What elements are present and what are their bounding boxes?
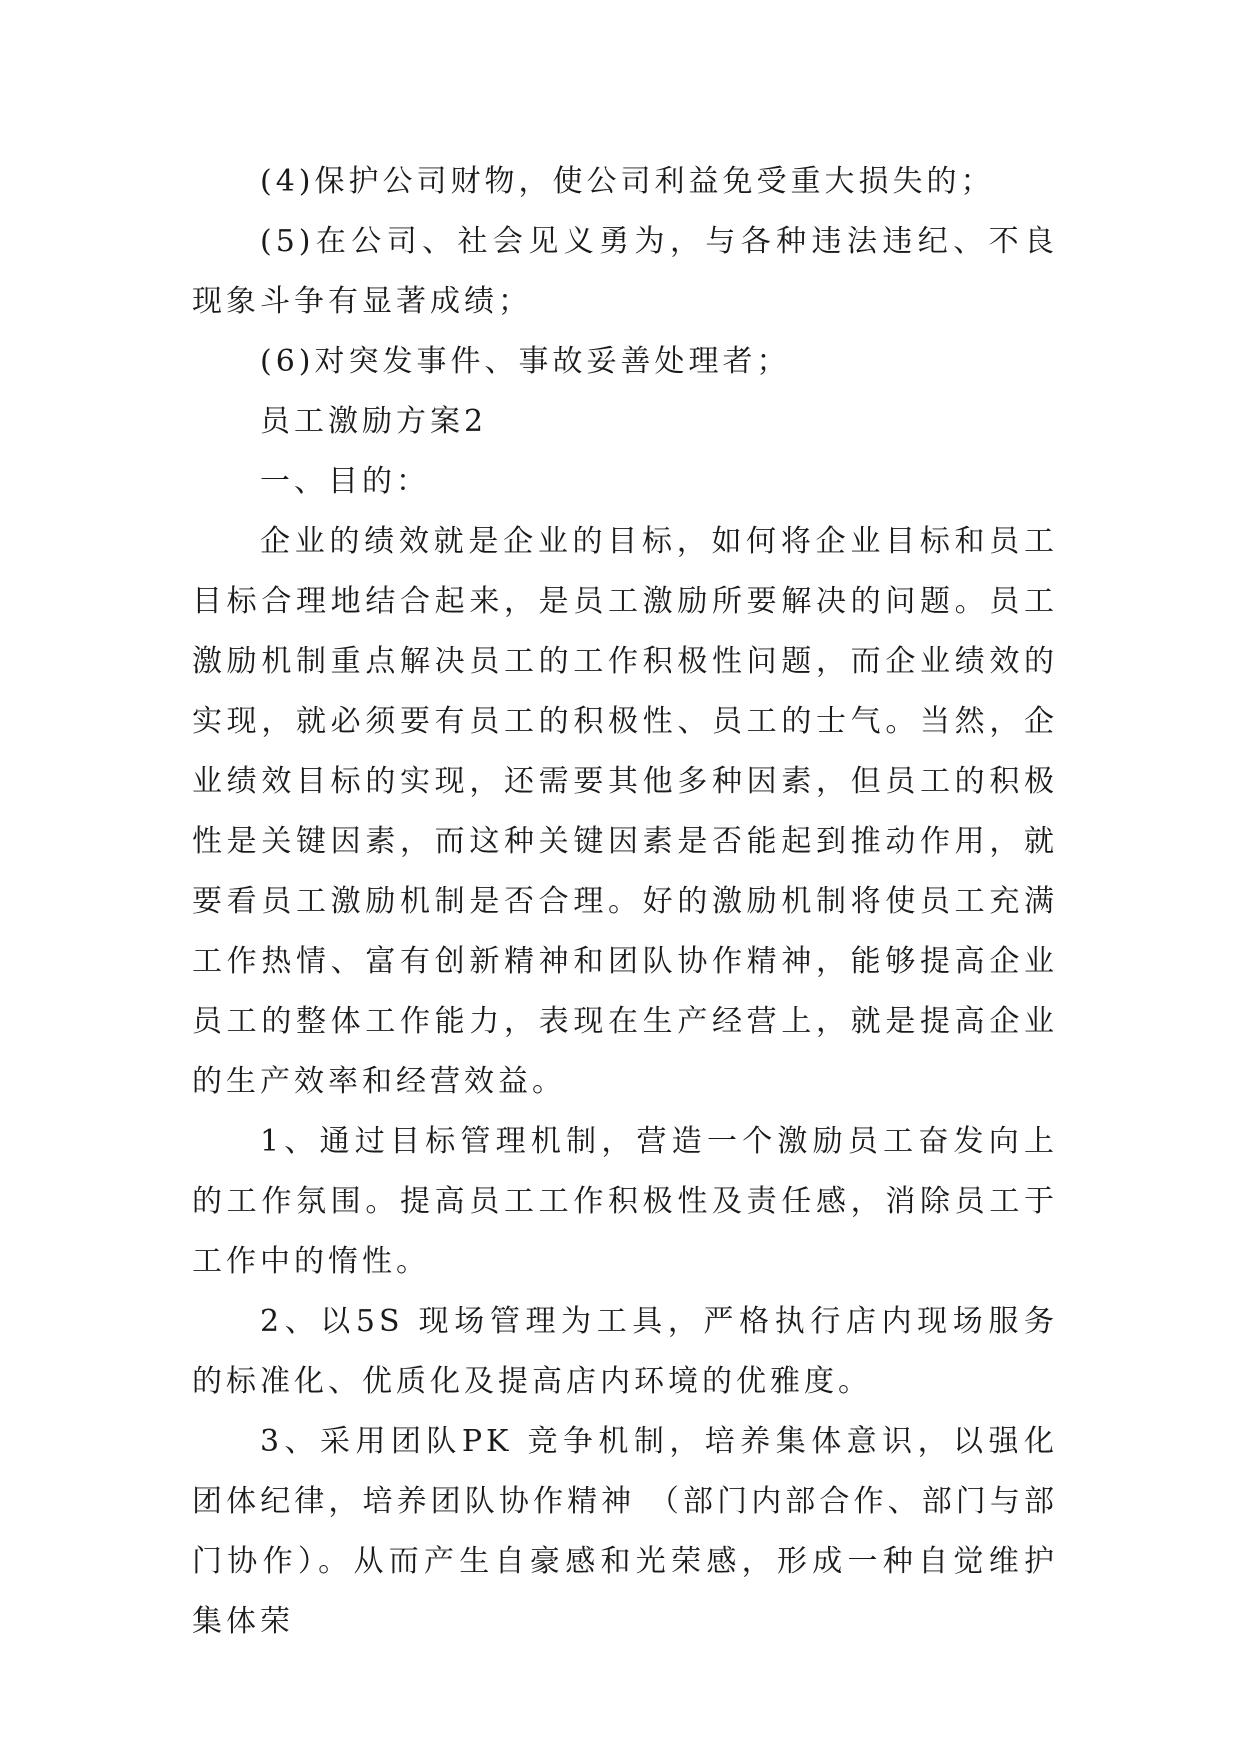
numbered-item-1: 1、通过目标管理机制，营造一个激励员工奋发向上的工作氛围。提高员工工作积极性及责任感，消除员工于工作中的惰性。 [192, 1124, 1058, 1279]
numbered-item-3: 3、采用团队PK 竞争机制，培养集体意识，以强化团体纪律，培养团队协作精神 （部门内部合作、部门与部门协作）。从而产生自豪感和光荣感，形成一种自觉维护集体荣 [192, 1424, 1058, 1639]
list-item-4: (4)保护公司财物，使公司利益免受重大损失的； [260, 164, 995, 199]
body-paragraph: 企业的绩效就是企业的目标，如何将企业目标和员工目标合理地结合起来，是员工激励所要解决的问题。员工激励机制重点解决员工的工作积极性问题，而企业绩效的实现，就必须要有员工的积极性、员工的士气。当然，企业绩效目标的实现，还需要其他多种因素，但员工的积极性是关键因素，而这种关键因素是否能起到推动作用，就要看员工激励机制是否合理。好的激励机制将使员工充满工作热情、富有创新精神和团队协作精神，能够提高企业员工的整体工作能力，表现在生产经营上，就是提高企业的生产效率和经营效益。 [192, 524, 1058, 1099]
subsection-heading: 一、目的： [260, 464, 430, 499]
list-item-6: (6)对突发事件、事故妥善处理者； [260, 344, 791, 379]
list-item-5: (5)在公司、社会见义勇为，与各种违法违纪、不良现象斗争有显著成绩； [192, 224, 1058, 319]
numbered-item-2: 2、以5S 现场管理为工具，严格执行店内现场服务的标准化、优质化及提高店内环境的优雅度。 [192, 1304, 1058, 1399]
document-body [192, 152, 1058, 1652]
section-title: 员工激励方案2 [260, 404, 488, 439]
